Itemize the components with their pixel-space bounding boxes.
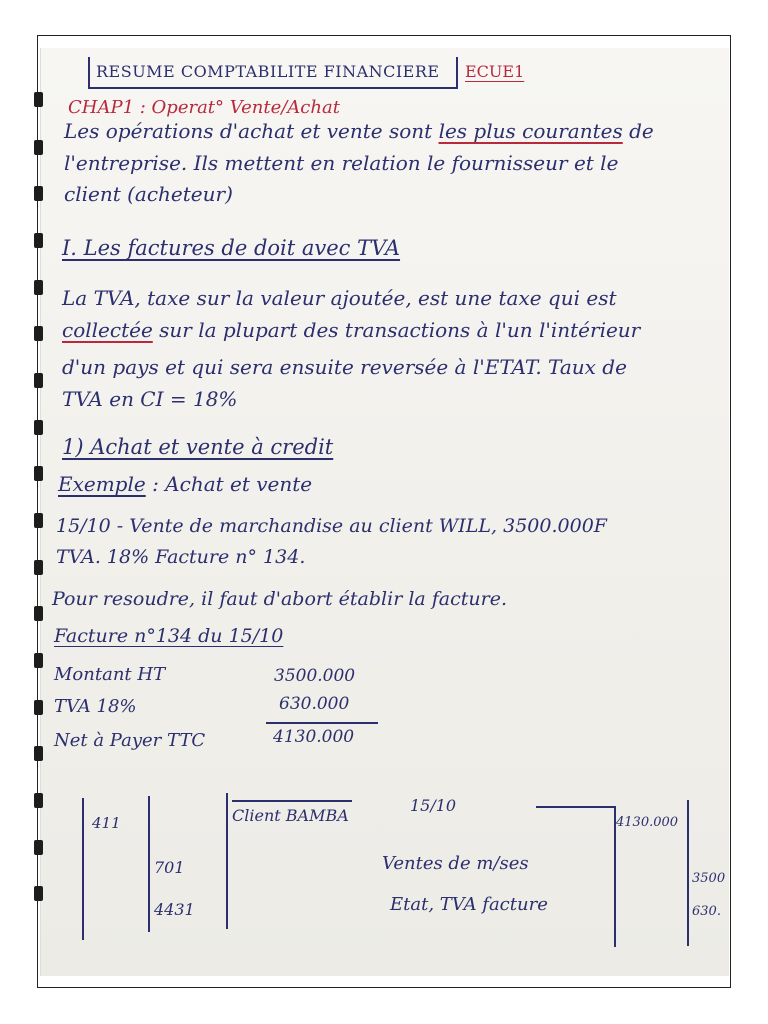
binding-hole <box>34 606 43 621</box>
binding-hole <box>34 233 43 248</box>
binding-hole <box>34 746 43 761</box>
binding-hole <box>34 840 43 855</box>
binding-hole <box>34 653 43 668</box>
journal-rule <box>148 796 150 932</box>
journal-credit-amount: 3500 <box>692 871 726 886</box>
journal-credit-amount: 630. <box>692 904 721 919</box>
course-tag: ECUE1 <box>465 62 525 81</box>
binding-hole <box>34 92 43 107</box>
journal-credit-account: 4431 <box>154 900 195 919</box>
intro-line-2: l'entreprise. Ils mettent en relation le fournisseur et le <box>64 151 619 175</box>
invoice-row-label: TVA 18% <box>54 696 137 717</box>
journal-credit-label: Ventes de m/ses <box>382 853 529 874</box>
invoice-row-value: 630.000 <box>279 694 350 714</box>
tva-paragraph-line-1: La TVA, taxe sur la valeur ajoutée, est une taxe qui est <box>62 286 617 310</box>
intro-line-3: client (acheteur) <box>64 182 233 206</box>
example-line: Exemple : Achat et vente <box>58 472 313 496</box>
invoice-row-value: 3500.000 <box>274 666 356 686</box>
binding-hole <box>34 466 43 481</box>
journal-debit-amount: 4130.000 <box>616 815 679 830</box>
journal-rule <box>226 793 228 929</box>
binding-hole <box>34 280 43 295</box>
binding-hole <box>34 186 43 201</box>
journal-debit-account: 411 <box>92 814 121 832</box>
page-title: RESUME COMPTABILITE FINANCIERE <box>96 62 440 81</box>
journal-date: 15/10 <box>410 796 457 815</box>
section-heading: I. Les factures de doit avec TVA <box>62 236 401 260</box>
operation-line-2: TVA. 18% Facture n° 134. <box>56 546 306 568</box>
operation-line-3: Pour resoudre, il faut d'abort établir la facture. <box>52 588 507 610</box>
binding-hole <box>34 793 43 808</box>
tva-rate: TVA en CI = 18% <box>62 387 238 411</box>
journal-rule <box>687 800 689 946</box>
journal-credit-label: Etat, TVA facture <box>390 894 548 915</box>
invoice-row-label: Net à Payer TTC <box>54 730 206 751</box>
journal-credit-account: 701 <box>154 858 185 877</box>
tva-paragraph-line-2: collectée sur la plupart des transactions à l'un l'intérieur <box>62 318 641 342</box>
invoice-title: Facture n°134 du 15/10 <box>54 625 284 647</box>
binding-hole <box>34 886 43 901</box>
binding-hole <box>34 373 43 388</box>
tva-paragraph-line-3: d'un pays et qui sera ensuite reversée à l'ETAT. Taux de <box>62 355 627 379</box>
intro-line-1: Les opérations d'achat et vente sont les plus courantes de <box>64 119 654 143</box>
binding-hole <box>34 560 43 575</box>
binding-hole <box>34 420 43 435</box>
invoice-row-value: 4130.000 <box>273 727 355 747</box>
journal-client-label: Client BAMBA <box>232 806 349 825</box>
journal-rule <box>536 806 616 808</box>
binding-hole <box>34 326 43 341</box>
journal-rule <box>82 798 84 940</box>
binding-hole <box>34 700 43 715</box>
journal-rule <box>232 800 352 802</box>
invoice-row-label: Montant HT <box>54 664 166 685</box>
operation-line-1: 15/10 - Vente de marchandise au client WILL, 3500.000F <box>56 515 607 537</box>
invoice-total-rule <box>266 722 378 724</box>
binding-hole <box>34 140 43 155</box>
chapter-label: CHAP1 : Operat° Vente/Achat <box>68 97 340 118</box>
subsection-heading: 1) Achat et vente à credit <box>62 435 334 459</box>
binding-hole <box>34 513 43 528</box>
